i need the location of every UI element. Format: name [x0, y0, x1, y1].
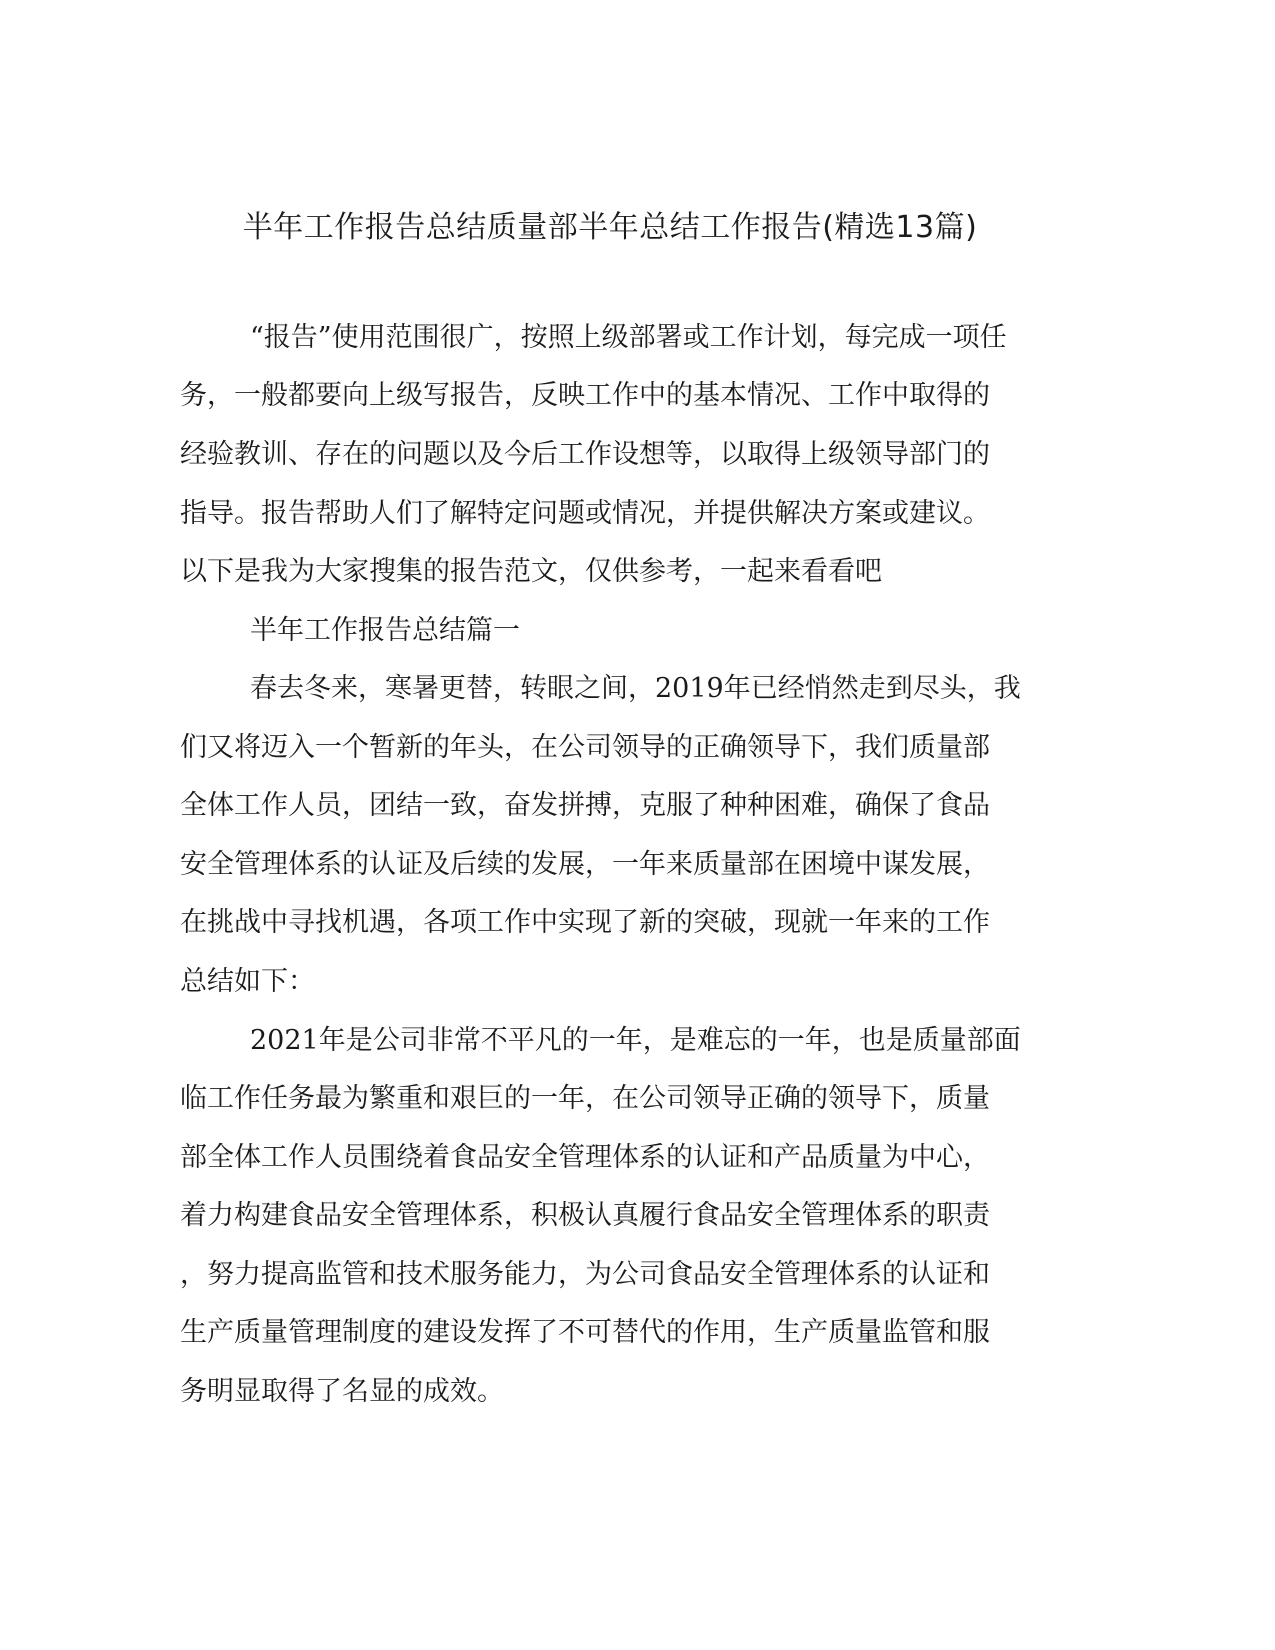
text-line: 务明显取得了名显的成效。: [180, 1376, 504, 1407]
text-line: 春去冬来，寒暑更替，转眼之间，2019年已经悄然走到尽头，我: [250, 673, 1021, 704]
text-line: 部全体工作人员围绕着食品安全管理体系的认证和产品质量为中心，: [180, 1142, 990, 1173]
text-line: 着力构建食品安全管理体系，积极认真履行食品安全管理体系的职责: [180, 1200, 990, 1231]
text-line: 安全管理体系的认证及后续的发展，一年来质量部在困境中谋发展，: [180, 849, 990, 880]
document-title: 半年工作报告总结质量部半年总结工作报告(精选13篇): [242, 210, 978, 245]
text-line: 指导。报告帮助人们了解特定问题或情况，并提供解决方案或建议。: [180, 498, 990, 529]
text-line: 们又将迈入一个暂新的年头，在公司领导的正确领导下，我们质量部: [180, 732, 990, 763]
text-line: 务，一般都要向上级写报告，反映工作中的基本情况、工作中取得的: [180, 380, 990, 411]
text-line: 半年工作报告总结篇一: [250, 615, 520, 646]
text-line: ，努力提高监管和技术服务能力，为公司食品安全管理体系的认证和: [180, 1259, 990, 1290]
text-line: 总结如下：: [180, 966, 315, 997]
text-line: “报告”使用范围很广，按照上级部署或工作计划，每完成一项任: [250, 322, 1007, 353]
text-line: 生产质量管理制度的建设发挥了不可替代的作用，生产质量监管和服: [180, 1317, 990, 1348]
text-line: 经验教训、存在的问题以及今后工作设想等，以取得上级领导部门的: [180, 439, 990, 470]
text-line: 全体工作人员，团结一致，奋发拼搏，克服了种种困难，确保了食品: [180, 790, 990, 821]
text-line: 以下是我为大家搜集的报告范文，仅供参考，一起来看看吧: [180, 556, 882, 587]
text-line: 临工作任务最为繁重和艰巨的一年，在公司领导正确的领导下，质量: [180, 1083, 990, 1114]
text-line: 在挑战中寻找机遇，各项工作中实现了新的突破，现就一年来的工作: [180, 907, 990, 938]
text-line: 2021年是公司非常不平凡的一年，是难忘的一年，也是质量部面: [250, 1025, 1021, 1056]
